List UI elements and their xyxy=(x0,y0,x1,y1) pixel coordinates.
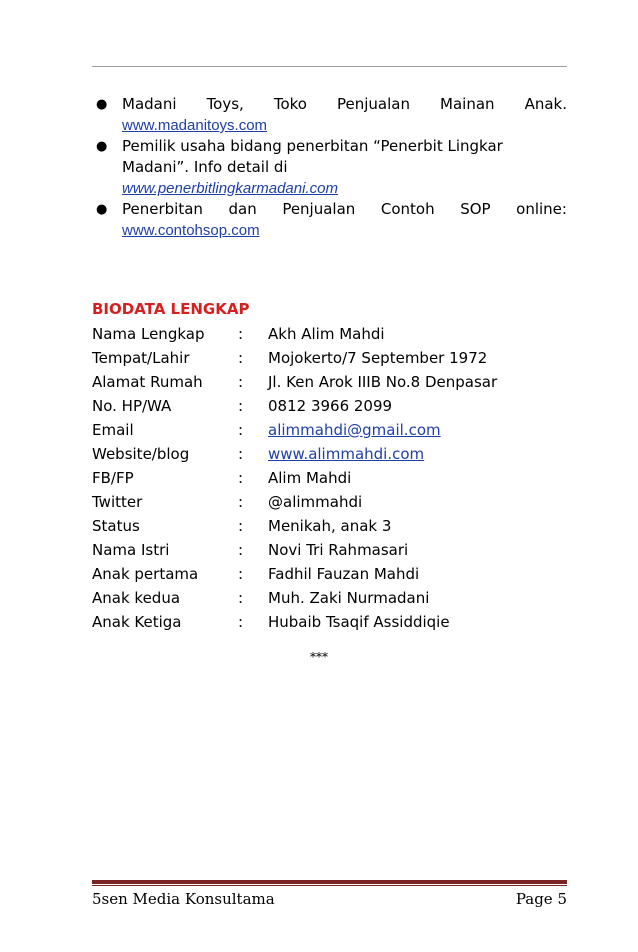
biodata-label: No. HP/WA xyxy=(92,397,172,415)
word: Penjualan xyxy=(337,95,410,113)
word: Mainan xyxy=(440,95,495,113)
header-rule xyxy=(92,66,567,67)
biodata-row xyxy=(92,490,497,514)
contohsop-link[interactable]: www.contohsop.com xyxy=(122,222,260,239)
list-item xyxy=(92,199,567,241)
business-list xyxy=(92,94,567,241)
colon: : xyxy=(238,613,244,631)
bullet-icon: ● xyxy=(96,202,108,217)
biodata-row xyxy=(92,418,497,442)
biodata-label: Anak pertama xyxy=(92,565,199,583)
section-separator: *** xyxy=(310,650,328,664)
section-title: BIODATA LENGKAP xyxy=(92,300,250,318)
biodata-label: Email xyxy=(92,421,134,439)
colon: : xyxy=(238,421,244,439)
colon: : xyxy=(238,445,244,463)
bullet-text-line: Pemilik usaha bidang penerbitan “Penerbit Lingkar xyxy=(122,137,503,155)
biodata-row xyxy=(92,442,497,466)
biodata-value: @alimmahdi xyxy=(268,493,363,511)
colon: : xyxy=(238,349,244,367)
biodata-value: Mojokerto/7 September 1972 xyxy=(268,349,488,367)
colon: : xyxy=(238,517,244,535)
word: SOP xyxy=(460,200,491,218)
word: Contoh xyxy=(380,200,435,218)
bullet-text-line xyxy=(122,199,567,220)
biodata-value: Fadhil Fauzan Mahdi xyxy=(268,565,420,583)
biodata-value: Hubaib Tsaqif Assiddiqie xyxy=(268,613,450,631)
colon: : xyxy=(238,541,244,559)
biodata-value: Akh Alim Mahdi xyxy=(268,325,385,343)
footer-rule-thin xyxy=(92,885,567,886)
word: Madani xyxy=(122,95,177,113)
biodata-value: 0812 3966 2099 xyxy=(268,397,393,415)
biodata-label: Twitter xyxy=(92,493,143,511)
colon: : xyxy=(238,397,244,415)
colon: : xyxy=(238,565,244,583)
biodata-value: Muh. Zaki Nurmadani xyxy=(268,589,430,607)
email-link[interactable]: alimmahdi@gmail.com xyxy=(268,421,441,439)
list-item xyxy=(92,94,567,136)
biodata-label: Tempat/Lahir xyxy=(92,349,190,367)
biodata-label: Nama Istri xyxy=(92,541,170,559)
colon: : xyxy=(238,469,244,487)
colon: : xyxy=(238,373,244,391)
biodata-row xyxy=(92,322,497,346)
biodata-row xyxy=(92,538,497,562)
biodata-row xyxy=(92,466,497,490)
word: Toko xyxy=(273,95,307,113)
biodata-row xyxy=(92,610,497,634)
word: Toys, xyxy=(206,95,244,113)
website-link[interactable]: www.alimmahdi.com xyxy=(268,445,425,463)
biodata-row xyxy=(92,586,497,610)
biodata-label: Website/blog xyxy=(92,445,190,463)
page-number: Page 5 xyxy=(515,890,567,908)
word: dan xyxy=(228,200,257,218)
biodata-value: Alim Mahdi xyxy=(268,469,352,487)
biodata-row xyxy=(92,346,497,370)
footer-company: 5sen Media Konsultama xyxy=(92,890,275,908)
colon: : xyxy=(238,325,244,343)
penerbit-link[interactable]: www.penerbitlingkarmadani.com xyxy=(122,180,338,197)
biodata-list xyxy=(92,322,497,634)
biodata-label: Nama Lengkap xyxy=(92,325,205,343)
biodata-label: Anak Ketiga xyxy=(92,613,182,631)
bullet-icon: ● xyxy=(96,97,108,112)
biodata-value: Novi Tri Rahmasari xyxy=(268,541,409,559)
list-item xyxy=(92,136,567,199)
madanitoys-link[interactable]: www.madanitoys.com xyxy=(122,117,268,134)
footer-rule xyxy=(92,880,567,884)
biodata-label: Anak kedua xyxy=(92,589,181,607)
word: Anak. xyxy=(524,95,567,113)
biodata-label: Status xyxy=(92,517,140,535)
biodata-row xyxy=(92,562,497,586)
bullet-icon: ● xyxy=(96,139,108,154)
biodata-row xyxy=(92,514,497,538)
word: online: xyxy=(516,200,567,218)
biodata-row xyxy=(92,394,497,418)
biodata-row xyxy=(92,370,497,394)
bullet-text-line xyxy=(122,94,567,115)
bullet-text-line: Madani”. Info detail di xyxy=(122,158,288,176)
biodata-label: FB/FP xyxy=(92,469,134,487)
colon: : xyxy=(238,589,244,607)
biodata-value: Jl. Ken Arok IIIB No.8 Denpasar xyxy=(268,373,498,391)
biodata-value: Menikah, anak 3 xyxy=(268,517,392,535)
word: Penerbitan xyxy=(122,200,203,218)
colon: : xyxy=(238,493,244,511)
biodata-label: Alamat Rumah xyxy=(92,373,203,391)
word: Penjualan xyxy=(282,200,356,218)
